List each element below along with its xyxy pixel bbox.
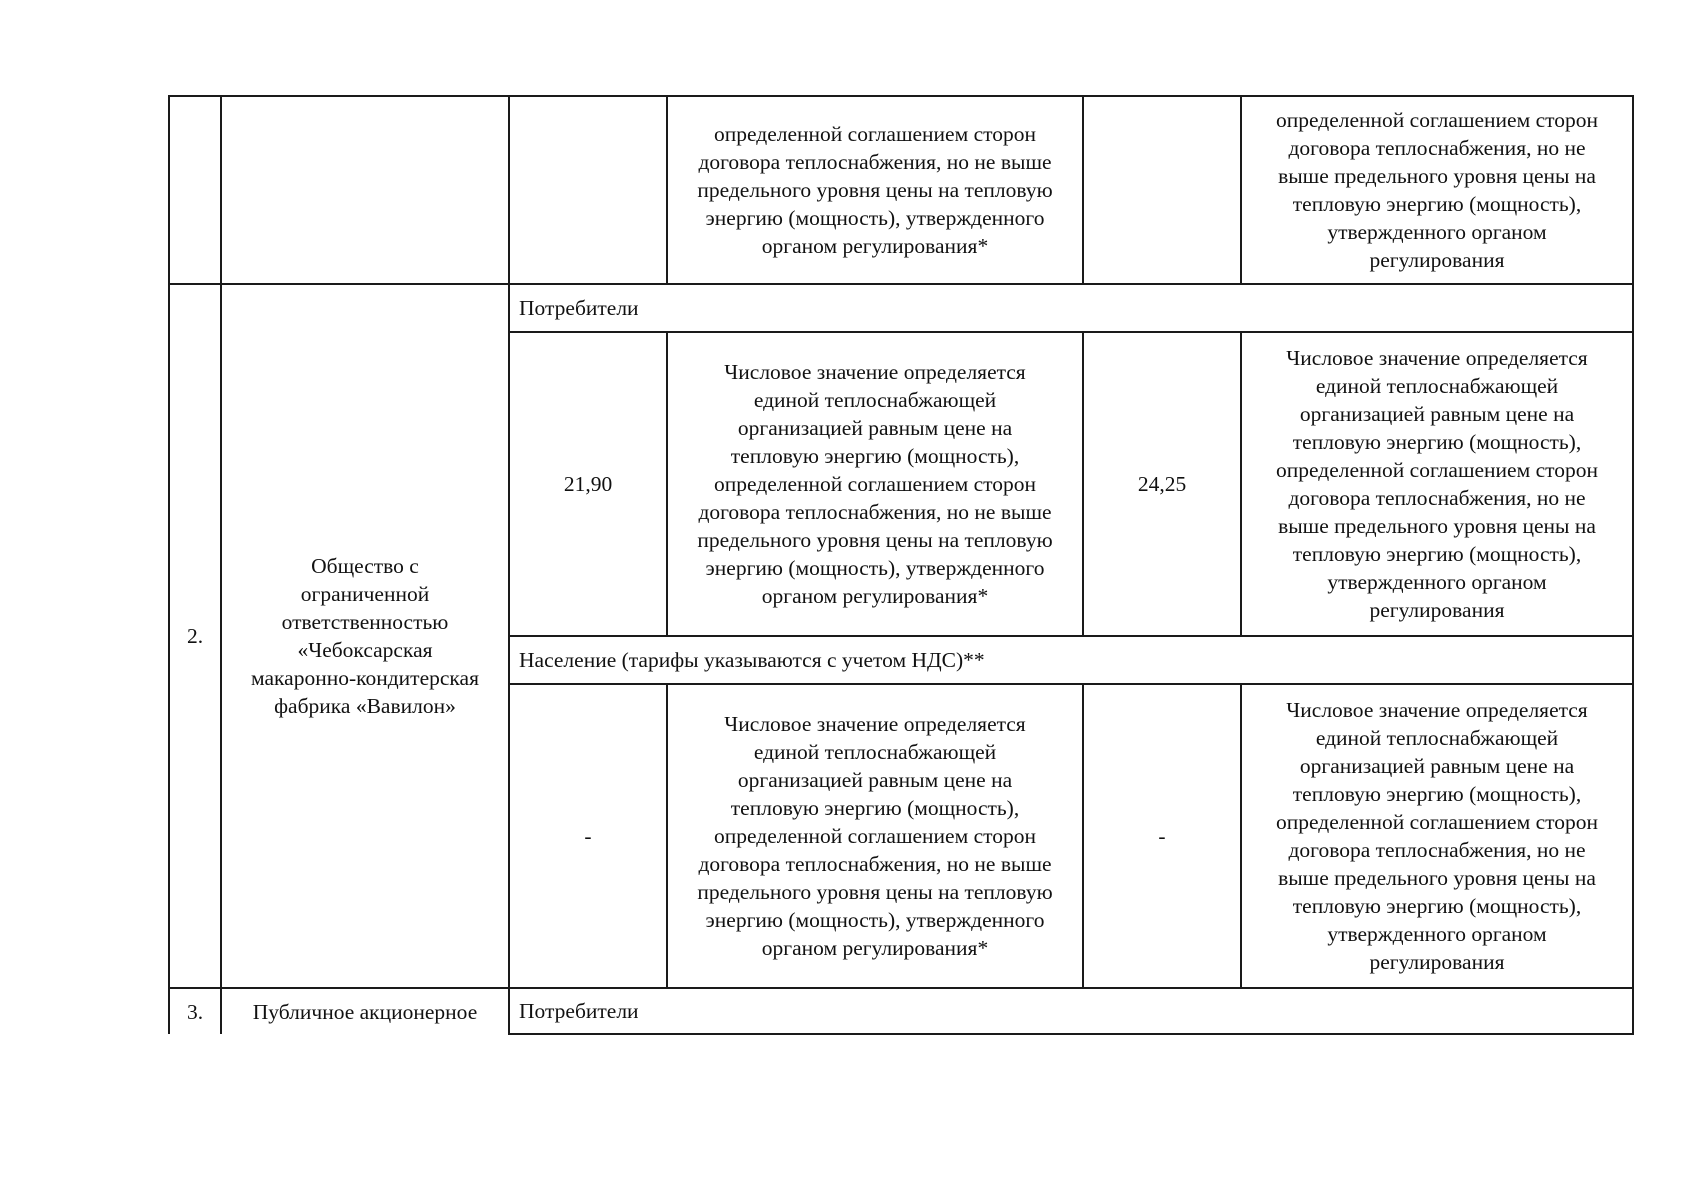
- text-line: единой теплоснабжающей: [753, 388, 997, 412]
- text-line: органом регулирования*: [761, 584, 989, 608]
- text-line: договора теплоснабжения, но не: [1288, 486, 1586, 510]
- text-line: тепловую энергию (мощность),: [1292, 430, 1582, 454]
- text-line: тепловую энергию (мощность),: [730, 444, 1020, 468]
- text-line: единой теплоснабжающей: [753, 740, 997, 764]
- text-line: договора теплоснабжения, но не: [1288, 838, 1586, 862]
- text-line: регулирования: [1369, 248, 1505, 272]
- table-row-continuation: [169, 96, 1633, 284]
- cell-tariff-description-b: [1241, 332, 1633, 636]
- text-line: ограниченной: [300, 582, 430, 606]
- text-line: макаронно-кондитерская: [251, 666, 479, 690]
- text-line: выше предельного уровня цены на: [1278, 866, 1596, 890]
- text-line: тепловую энергию (мощность),: [1292, 192, 1582, 216]
- text-line: договора теплоснабжения, но не выше: [698, 500, 1052, 524]
- table-row-org2-consumers-header: [169, 284, 1633, 332]
- text-line: договора теплоснабжения, но не выше: [698, 852, 1052, 876]
- text-line: организацией равным цене на: [1299, 754, 1575, 778]
- text-line: регулирования: [1369, 950, 1505, 974]
- text-line: энергию (мощность), утвержденного: [705, 206, 1045, 230]
- text-line: органом регулирования*: [761, 234, 989, 258]
- text-line: определенной соглашением сторон: [1276, 458, 1598, 482]
- text-line: энергию (мощность), утвержденного: [705, 908, 1045, 932]
- table-row-org3-consumers-header: [169, 988, 1633, 1034]
- cell-tariff-value-b: -: [1083, 684, 1241, 988]
- text-line: тепловую энергию (мощность),: [1292, 542, 1582, 566]
- cell-organization: [221, 96, 509, 284]
- text-line: организацией равным цене на: [737, 416, 1013, 440]
- cell-number: [169, 96, 221, 284]
- text-line: органом регулирования*: [761, 936, 989, 960]
- text-line: Числовое значение определяется: [1286, 346, 1588, 370]
- text-line: Числовое значение определяется: [724, 712, 1026, 736]
- text-line: «Чебоксарская: [297, 638, 433, 662]
- cell-organization-org3: Публичное акционерное: [221, 988, 509, 1034]
- group-label-consumers: Потребители: [509, 284, 1633, 332]
- cell-tariff-value-a: 21,90: [509, 332, 667, 636]
- cell-value-b: [1083, 96, 1241, 284]
- cell-number-org2: 2.: [169, 284, 221, 988]
- text-line: Числовое значение определяется: [724, 360, 1026, 384]
- text-line: энергию (мощность), утвержденного: [705, 556, 1045, 580]
- text-line: предельного уровня цены на тепловую: [697, 178, 1053, 202]
- text-line: договора теплоснабжения, но не: [1288, 136, 1586, 160]
- text-line: Общество с: [311, 554, 419, 578]
- text-line: Числовое значение определяется: [1286, 698, 1588, 722]
- text-line: определенной соглашением сторон: [714, 472, 1036, 496]
- cell-tariff-value-b: 24,25: [1083, 332, 1241, 636]
- group-label-consumers: Потребители: [509, 988, 1633, 1034]
- text-line: организацией равным цене на: [737, 768, 1013, 792]
- text-line: тепловую энергию (мощность),: [1292, 894, 1582, 918]
- cell-description-a: [667, 96, 1083, 284]
- text-line: ответственностью: [281, 610, 449, 634]
- tariff-table: [168, 95, 1634, 1035]
- text-line: фабрика «Вавилон»: [274, 694, 456, 718]
- group-label-population: Население (тарифы указываются с учетом НДС)**: [509, 636, 1633, 684]
- cell-tariff-description-b: [1241, 684, 1633, 988]
- cell-tariff-description-a: [667, 684, 1083, 988]
- text-line: утвержденного органом: [1327, 922, 1547, 946]
- cell-tariff-description-a: [667, 332, 1083, 636]
- text-line: тепловую энергию (мощность),: [730, 796, 1020, 820]
- text-line: определенной соглашением сторон: [714, 824, 1036, 848]
- text-line: выше предельного уровня цены на: [1278, 164, 1596, 188]
- cell-description-b: [1241, 96, 1633, 284]
- text-line: единой теплоснабжающей: [1315, 374, 1559, 398]
- text-line: определенной соглашением сторон: [1276, 108, 1598, 132]
- cell-tariff-value-a: -: [509, 684, 667, 988]
- text-line: утвержденного органом: [1327, 220, 1547, 244]
- cell-value-a: [509, 96, 667, 284]
- text-line: предельного уровня цены на тепловую: [697, 528, 1053, 552]
- text-line: тепловую энергию (мощность),: [1292, 782, 1582, 806]
- text-line: предельного уровня цены на тепловую: [697, 880, 1053, 904]
- text-line: единой теплоснабжающей: [1315, 726, 1559, 750]
- cell-number-org3: 3.: [169, 988, 221, 1034]
- text-line: организацией равным цене на: [1299, 402, 1575, 426]
- text-line: регулирования: [1369, 598, 1505, 622]
- cell-organization-org2: [221, 284, 509, 988]
- text-line: договора теплоснабжения, но не выше: [698, 150, 1052, 174]
- text-line: определенной соглашением сторон: [714, 122, 1036, 146]
- text-line: утвержденного органом: [1327, 570, 1547, 594]
- text-line: выше предельного уровня цены на: [1278, 514, 1596, 538]
- text-line: определенной соглашением сторон: [1276, 810, 1598, 834]
